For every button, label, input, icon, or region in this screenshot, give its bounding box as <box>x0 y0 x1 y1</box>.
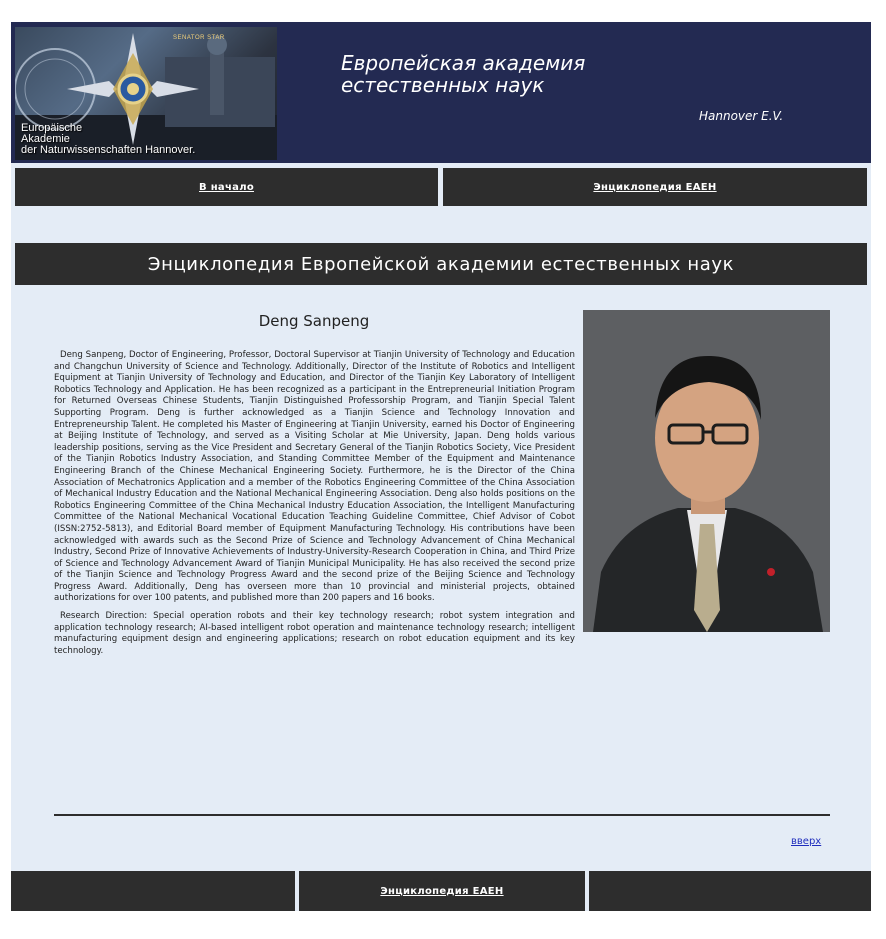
logo-line: Europäische <box>21 122 83 134</box>
footer-left-cell <box>11 871 295 911</box>
research-direction-paragraph: Research Direction: Special operation robots and their key technology research; robot system integration and application technology research; AI-based intelligent robot operation and maintenance technology research; intelligent manufacturing equipment design and engineering applications; research on robot education equipment and its key technology. <box>54 611 575 656</box>
footer-center-cell <box>299 871 585 911</box>
footer-encyclopedia-link[interactable]: Энциклопедия ЕАЕН <box>380 885 504 897</box>
site-header <box>11 22 871 163</box>
portrait-image <box>583 310 830 632</box>
article-content <box>54 307 830 663</box>
section-title-band: Энциклопедия Европейской академии естественных наук <box>15 243 867 285</box>
nav-home-cell <box>15 168 438 206</box>
page-container <box>11 22 871 911</box>
bio-paragraph: Deng Sanpeng, Doctor of Engineering, Professor, Doctoral Supervisor at Tianjin University of Technology and Education and Changchun University of Science and Technology. Additionally, Director of the Institute of Robotics and Intelligent Equipment at Tianjin University of Technology and Education, and Director of the Tianjin Key Laboratory of Intelligent Robotics Technology and Application. He has been recognized as a participant in the Entrepreneurial Initiation Program for Returned Overseas Chinese Students, Tianjin Distinguished Professorship Program, and Tianjin Special Talent Supporting Program. Deng is further acknowledged as a Tianjin Science and Technology Innovation and Entrepreneurship Talent. He completed his Master of Engineering at Tianjin University, earned his Doctor of Engineering at Beijing Institute of Technology, and served as a Visiting Scholar at Mie University, Japan. Deng holds various leadership positions, serving as the Vice President and Secretary General of the Tianjin Robotics Society, Vice President of the Tianjin Robotics Industry Association, and Standing Committee Member of the Equipment and Maintenance Engineering Branch of the Chinese Mechanical Engineering Society. Furthermore, he is the Director of the China Association of Mechatronics Application and a member of the Robotics Engineering Committee of the China Association of Mechanical Industry Education and the National Mechanical Engineering Association. Deng also holds positions on the Robotics Engineering Committee of the China Mechanical Industry Education Association, the Intelligent Manufacturing Committee of the National Mechanical Vocational Education Teaching Guideline Committee, Chief Advisor of Cobot (ISSN:2752-5813), and Editorial Board member of Equipment Manufacturing Technology. His contributions have been acknowledged with awards such as the Second Prize of Science and Technology Advancement of China Mechanical Industry, Second Prize of Innovative Achievements of Industry-University-Research Cooperation in China, and Third Prize of Science and Technology Advancement Award of Tianjin Municipal Municipality. He has also received the second prize of the Tianjin Science and Technology Progress Award and the second prize of the Beijing Science and Technology Progress Award. Additionally, Deng has overseen more than 10 provincial and ministerial projects, obtained authorizations for over 100 patents, and published more than 200 papers and 16 books. <box>54 350 575 604</box>
logo-badge-text: SENATOR STAR <box>173 35 225 41</box>
divider <box>54 814 830 816</box>
logo-caption <box>21 123 195 156</box>
person-name: Deng Sanpeng <box>258 312 370 330</box>
back-to-top-link[interactable]: вверх <box>791 836 822 847</box>
site-subtitle: Hannover E.V. <box>699 109 784 123</box>
site-title: Европейская академия естественных наук <box>341 51 586 97</box>
logo-line: der Naturwissenschaften Hannover. <box>21 144 196 156</box>
nav-home-link[interactable]: В начало <box>199 181 254 193</box>
person-photo <box>583 310 830 632</box>
academy-logo[interactable] <box>15 27 277 160</box>
nav-encyclopedia-cell <box>443 168 867 206</box>
logo-line: Akademie <box>21 133 70 145</box>
nav-encyclopedia-link[interactable]: Энциклопедия ЕАЕН <box>593 181 717 193</box>
footer-right-cell <box>589 871 871 911</box>
